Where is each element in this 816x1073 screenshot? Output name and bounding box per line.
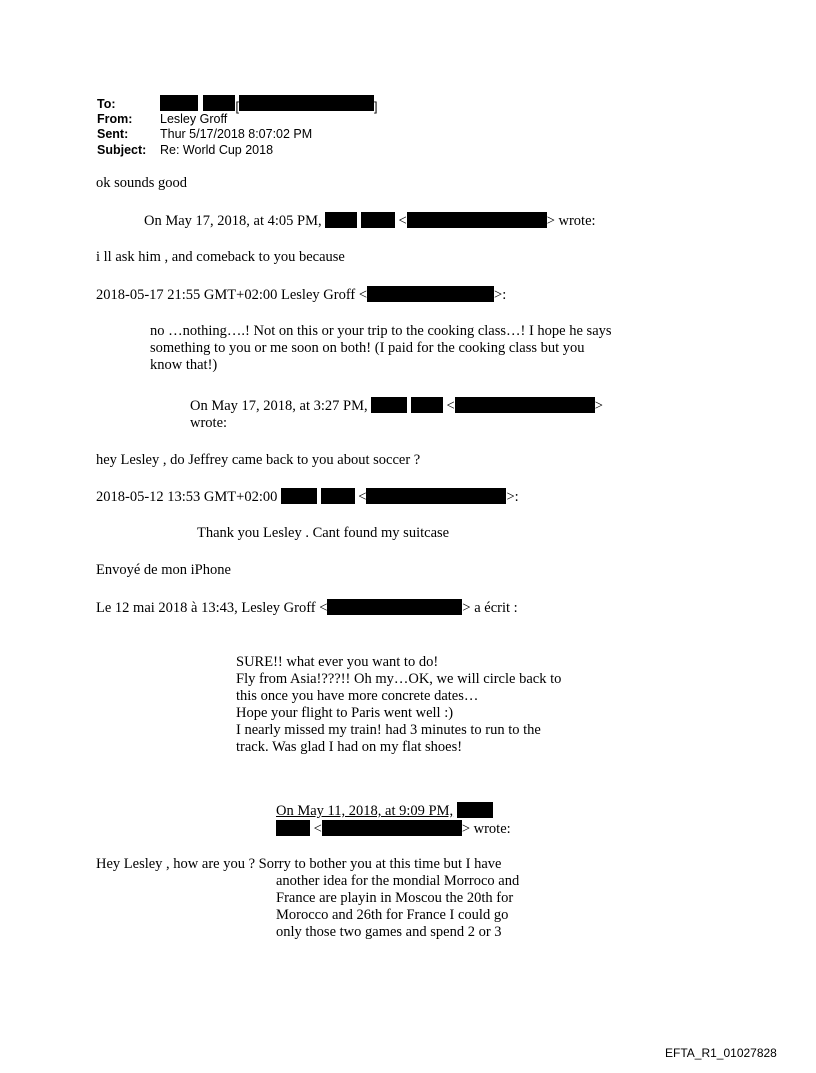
redaction-block xyxy=(281,488,317,504)
redaction-block xyxy=(322,820,462,836)
subject-value: Re: World Cup 2018 xyxy=(160,143,274,157)
sent-label: Sent: xyxy=(97,127,129,141)
redaction-block xyxy=(455,397,595,413)
quote-intro: On May 11, 2018, at 9:09 PM, xyxy=(276,803,454,819)
redaction-block xyxy=(457,802,493,818)
redaction-block xyxy=(411,397,443,413)
quote-intro: On May 17, 2018, at 4:05 PM, xyxy=(144,213,322,229)
paragraph-line: know that!) xyxy=(150,357,218,373)
document-id: EFTA_R1_01027828 xyxy=(665,1046,777,1060)
quote-intro: 2018-05-17 21:55 GMT+02:00 Lesley Groff < xyxy=(96,287,368,303)
angle-bracket: < xyxy=(358,489,367,505)
paragraph-line: no …nothing….! Not on this or your trip to the cooking class…! I hope he says xyxy=(150,323,612,339)
quote-wrote: wrote: xyxy=(190,415,228,431)
body-line: ok sounds good xyxy=(96,175,188,191)
quote-header xyxy=(144,212,596,230)
paragraph-line: Hope your flight to Paris went well :) xyxy=(236,705,454,721)
angle-bracket: < xyxy=(398,213,407,229)
subject-label: Subject: xyxy=(97,143,147,157)
paragraph-line: track. Was glad I had on my flat shoes! xyxy=(236,739,463,755)
redaction-block xyxy=(366,488,506,504)
to-open-bracket: [ xyxy=(235,100,239,114)
paragraph-line: France are playin in Moscou the 20th for xyxy=(276,890,514,906)
angle-bracket: < xyxy=(313,821,322,837)
body-line: i ll ask him , and comeback to you because xyxy=(96,249,345,265)
body-line: Hey Lesley , how are you ? Sorry to bother you at this time but I have xyxy=(96,856,502,872)
to-value xyxy=(160,95,377,112)
body-line: hey Lesley , do Jeffrey came back to you about soccer ? xyxy=(96,452,421,468)
redaction-block xyxy=(327,599,462,615)
quote-header xyxy=(96,599,518,617)
quote-tail: >: xyxy=(494,287,507,303)
redaction-block xyxy=(407,212,547,228)
quote-tail: >: xyxy=(506,489,519,505)
body-line: Envoyé de mon iPhone xyxy=(96,562,231,578)
body-line: Thank you Lesley . Cant found my suitcase xyxy=(197,525,450,541)
paragraph-line: only those two games and spend 2 or 3 xyxy=(276,924,502,940)
from-label: From: xyxy=(97,112,133,126)
paragraph-line: another idea for the mondial Morroco and xyxy=(276,873,520,889)
redaction-block xyxy=(325,212,357,228)
quote-header xyxy=(190,397,603,432)
redaction-block xyxy=(203,95,235,111)
from-value: Lesley Groff xyxy=(160,112,228,126)
redaction-block xyxy=(239,95,374,111)
paragraph-line: SURE!! what ever you want to do! xyxy=(236,654,439,670)
paragraph-line: this once you have more concrete dates… xyxy=(236,688,479,704)
paragraph-line: Morocco and 26th for France I could go xyxy=(276,907,509,923)
quoted-paragraph xyxy=(150,323,612,374)
redaction-block xyxy=(276,820,310,836)
paragraph-line: I nearly missed my train! had 3 minutes to run to the xyxy=(236,722,541,738)
redaction-block xyxy=(160,95,198,111)
quote-tail: > a écrit : xyxy=(462,600,518,616)
quoted-paragraph xyxy=(276,873,519,941)
quote-intro: 2018-05-12 13:53 GMT+02:00 xyxy=(96,489,278,505)
quote-intro: On May 17, 2018, at 3:27 PM, xyxy=(190,398,368,414)
to-close-bracket: ] xyxy=(373,100,378,114)
redaction-block xyxy=(321,488,355,504)
sent-value: Thur 5/17/2018 8:07:02 PM xyxy=(160,127,313,141)
quote-intro: Le 12 mai 2018 à 13:43, Lesley Groff < xyxy=(96,600,328,616)
angle-bracket: < xyxy=(446,398,455,414)
quote-header xyxy=(96,488,519,506)
redaction-block xyxy=(367,286,494,302)
redaction-block xyxy=(371,397,407,413)
paragraph-line: something to you or me soon on both! (I paid for the cooking class but you xyxy=(150,340,585,356)
quote-wrote: > wrote: xyxy=(546,213,596,229)
redaction-block xyxy=(361,212,395,228)
paragraph-line: Fly from Asia!???!! Oh my…OK, we will circle back to xyxy=(236,671,562,687)
quote-header xyxy=(96,286,506,304)
quote-wrote: > wrote: xyxy=(461,821,511,837)
quote-header xyxy=(276,802,511,838)
quoted-paragraph xyxy=(236,654,561,756)
to-label: To: xyxy=(97,97,116,111)
angle-bracket: > xyxy=(594,398,603,414)
